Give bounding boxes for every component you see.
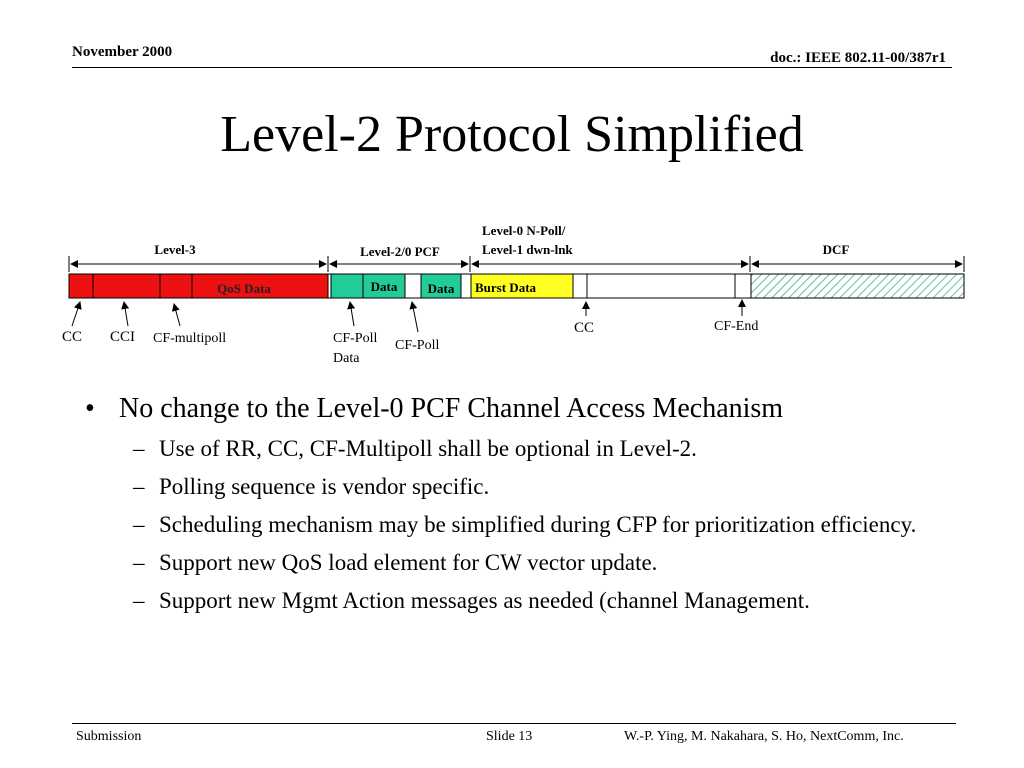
footer-slide-number: Slide 13	[486, 729, 533, 744]
cf-poll-block	[405, 274, 421, 298]
cf-poll-label: CF-Poll	[395, 338, 440, 353]
bullet-dot-icon: •	[85, 393, 95, 424]
cci-label: CCI	[110, 329, 136, 345]
sub-bullet-list	[85, 434, 945, 615]
bullet-item	[85, 392, 945, 426]
timeline-diagram	[0, 0, 1024, 380]
level3-label: Level-3	[154, 242, 196, 257]
cc1-label: CC	[62, 329, 83, 345]
sub-bullet-text: Use of RR, CC, CF-Multipoll shall be optional in Level-2.	[159, 436, 697, 461]
cf-poll-data-arrow	[350, 302, 354, 326]
dash-icon: –	[133, 512, 145, 537]
bullet-list	[85, 392, 945, 624]
header-doc-id: doc.: IEEE 802.11-00/387r1	[770, 50, 946, 66]
cf-poll-arrow	[412, 302, 418, 332]
cf-poll-data-label-line1: CF-Poll	[333, 331, 378, 346]
level0-label-line1: Level-0 N-Poll/	[482, 223, 566, 238]
dash-icon: –	[133, 588, 145, 613]
sub-bullet-text: Support new Mgmt Action messages as needed (channel Management.	[159, 588, 810, 613]
footer-divider	[72, 723, 956, 724]
sub-bullet-item	[85, 434, 945, 463]
bullet-text: No change to the Level-0 PCF Channel Access Mechanism	[119, 393, 784, 424]
cc2-label: CC	[574, 320, 595, 336]
data-block-2-label: Data	[427, 281, 455, 296]
dcf-label: DCF	[822, 242, 850, 257]
cf-poll-data-block	[331, 274, 363, 298]
level0-label-line2: Level-1 dwn-lnk	[482, 242, 573, 257]
data-block-1-label: Data	[370, 279, 398, 294]
sub-bullet-text: Polling sequence is vendor specific.	[159, 474, 490, 499]
sub-bullet-item	[85, 548, 945, 577]
cf-multipoll-label: CF-multipoll	[153, 331, 227, 346]
header-date: November 2000	[72, 44, 173, 60]
dash-icon: –	[133, 436, 145, 461]
sub-bullet-text: Scheduling mechanism may be simplified during CFP for prioritization efficiency.	[159, 512, 917, 537]
burst-data-label: Burst Data	[475, 280, 537, 295]
cf-multipoll-arrow	[174, 304, 180, 326]
qos-data-block	[69, 274, 328, 298]
footer-submission: Submission	[76, 729, 142, 744]
footer-authors: W.-P. Ying, M. Nakahara, S. Ho, NextComm, Inc.	[624, 729, 904, 744]
cci-arrow	[124, 302, 128, 326]
sub-bullet-text: Support new QoS load element for CW vector update.	[159, 550, 658, 575]
cf-end-label: CF-End	[714, 319, 759, 334]
dash-icon: –	[133, 550, 145, 575]
cc1-arrow	[72, 302, 80, 326]
sub-bullet-item	[85, 472, 945, 501]
dcf-block	[751, 274, 964, 298]
level2-pcf-label: Level-2/0 PCF	[360, 244, 440, 259]
cf-poll-data-label-line2: Data	[333, 351, 360, 366]
qos-data-label: QoS Data	[217, 281, 271, 296]
dash-icon: –	[133, 474, 145, 499]
sub-bullet-item	[85, 510, 945, 539]
sub-bullet-item	[85, 586, 945, 615]
slide-title: Level-2 Protocol Simplified	[220, 106, 804, 163]
